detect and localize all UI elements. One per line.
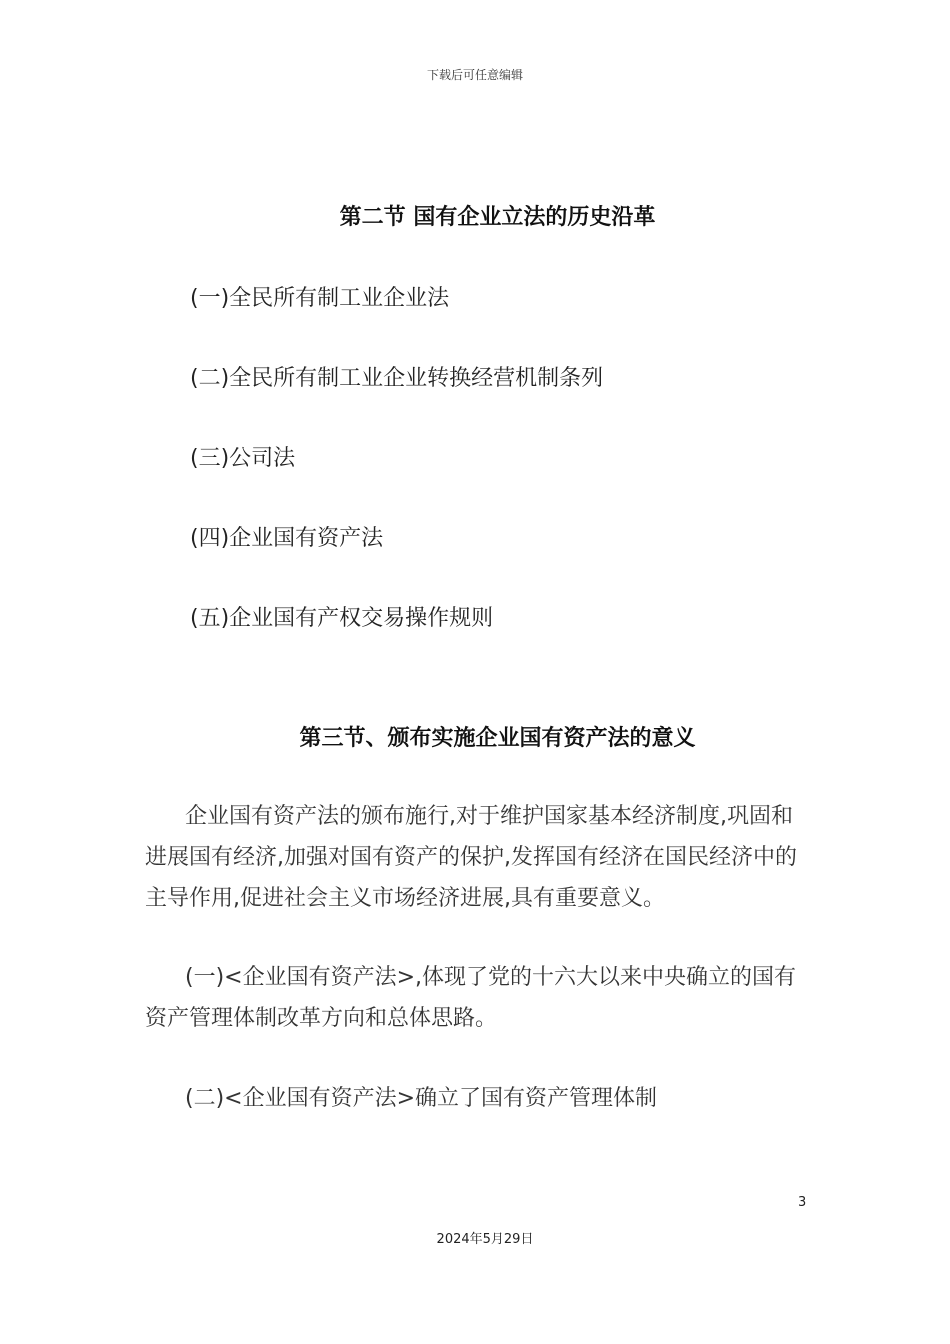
page-number: 3	[798, 1195, 807, 1210]
paragraph-point-1: (一)<企业国有资产法>,体现了党的十六大以来中央确立的国有资产管理体制改革方向和总体思路。	[145, 965, 797, 1031]
section-3-title: 第三节、颁布实施企业国有资产法的意义	[299, 726, 696, 751]
outline-item-1: (一)全民所有制工业企业法	[190, 286, 450, 311]
outline-item-5: (五)企业国有产权交易操作规则	[190, 606, 494, 631]
section-2-title: 第二节 国有企业立法的历史沿革	[339, 205, 656, 230]
outline-item-4: (四)企业国有资产法	[190, 526, 384, 551]
footer-date: 2024年5月29日	[436, 1232, 534, 1247]
paragraph-significance: 企业国有资产法的颁布施行,对于维护国家基本经济制度,巩固和进展国有经济,加强对国有资产的保护,发挥国有经济在国民经济中的主导作用,促进社会主义市场经济进展,具有重要意义。	[145, 804, 797, 911]
outline-item-3: (三)公司法	[190, 446, 296, 471]
header-note: 下载后可任意编辑	[426, 68, 523, 82]
paragraph-point-2: (二)<企业国有资产法>确立了国有资产管理体制	[185, 1086, 658, 1111]
outline-item-2: (二)全民所有制工业企业转换经营机制条列	[190, 366, 604, 391]
